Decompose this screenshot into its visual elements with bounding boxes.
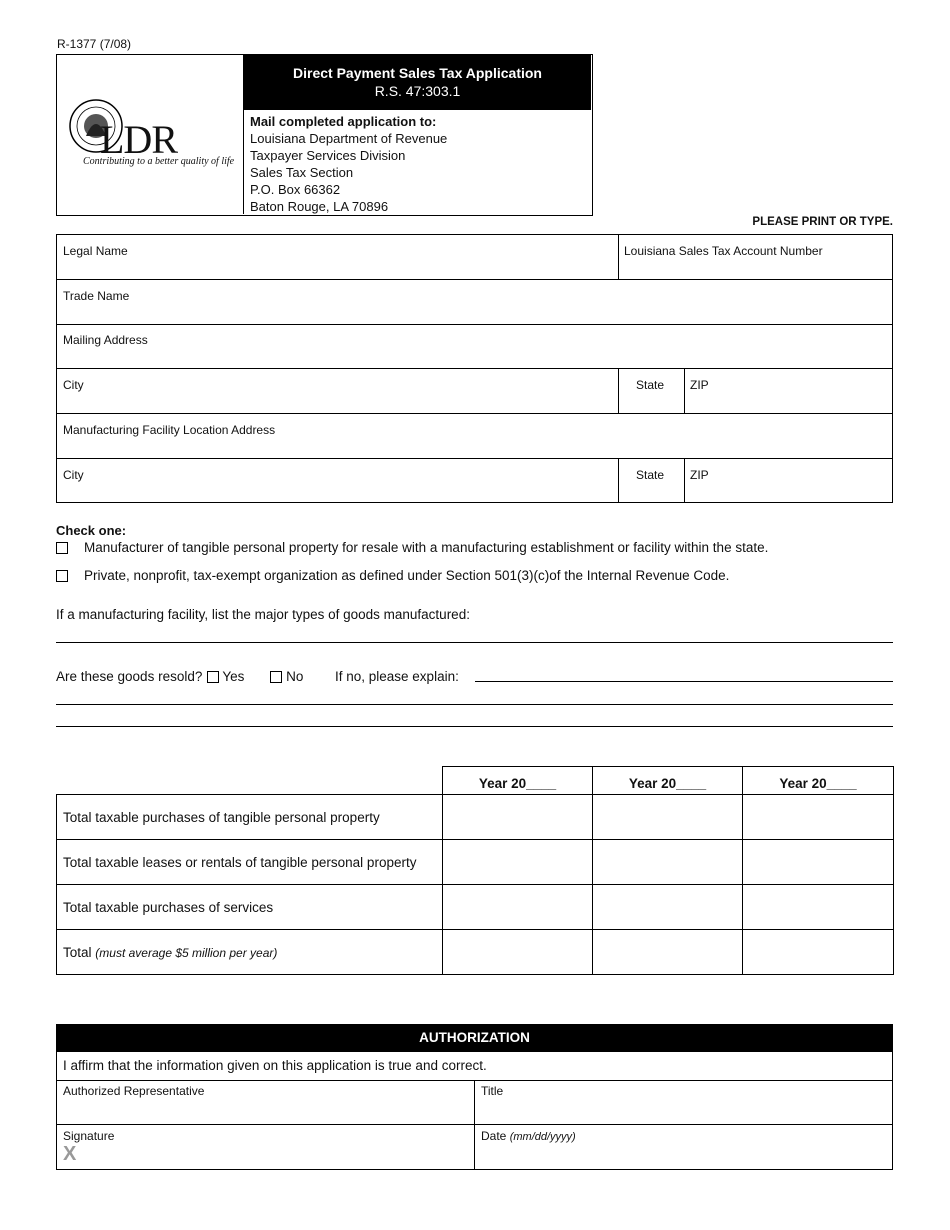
authorization-grid — [56, 1052, 893, 1170]
goods-prompt: If a manufacturing facility, list the major types of goods manufactured: — [56, 607, 470, 622]
facility-address-field[interactable] — [57, 414, 892, 458]
statute: R.S. 47:303.1 — [374, 83, 461, 99]
amount-cell[interactable] — [593, 795, 743, 840]
row-label: Total taxable purchases of services — [57, 885, 443, 930]
check-one-label: Check one: — [56, 523, 127, 538]
address-line: Taxpayer Services Division — [250, 148, 406, 163]
amount-cell[interactable] — [443, 840, 593, 885]
total-label — [57, 930, 443, 975]
resold-question — [56, 669, 303, 684]
amount-cell[interactable] — [443, 795, 593, 840]
legal-name-label: Legal Name — [63, 244, 128, 258]
address-line: Sales Tax Section — [250, 165, 354, 180]
zip-label: ZIP — [690, 468, 709, 482]
checkbox-icon[interactable] — [56, 570, 68, 582]
facility-state-field[interactable] — [618, 459, 684, 503]
signature-mark: X — [63, 1143, 77, 1165]
no-checkbox-icon[interactable] — [270, 671, 282, 683]
title-label: Title — [481, 1084, 504, 1098]
address-line: Louisiana Department of Revenue — [250, 131, 448, 146]
facility-address-label: Manufacturing Facility Location Address — [63, 423, 276, 437]
trade-name-label: Trade Name — [63, 289, 130, 303]
row-label: Total taxable leases or rentals of tangible personal property — [57, 840, 443, 885]
yes-label: Yes — [222, 669, 245, 684]
table-row — [57, 885, 894, 930]
state-label: State — [636, 378, 665, 392]
amount-cell[interactable] — [743, 930, 894, 975]
signature-label: Signature — [63, 1129, 115, 1143]
signature-field[interactable] — [57, 1125, 474, 1169]
option-label: Manufacturer of tangible personal property for resale with a manufacturing establishment or facility within the state. — [84, 540, 769, 555]
total-text: Total — [63, 944, 92, 960]
zip-label: ZIP — [690, 378, 709, 392]
mailing-address-field[interactable] — [57, 324, 892, 368]
title-bar — [244, 55, 591, 110]
goods-line[interactable] — [56, 642, 893, 643]
year-header: Year 20____ — [443, 767, 593, 795]
print-notice: PLEASE PRINT OR TYPE. — [752, 216, 893, 228]
total-note: (must average $5 million per year) — [95, 945, 278, 960]
option-manufacturer[interactable] — [56, 540, 768, 555]
city-label: City — [63, 378, 84, 392]
city-field[interactable] — [57, 369, 618, 413]
form-number: R-1377 (7/08) — [57, 37, 132, 51]
logo-text: LDR — [100, 117, 177, 162]
address-line: P.O. Box 66362 — [250, 182, 341, 197]
state-label: State — [636, 468, 665, 482]
amount-cell[interactable] — [593, 930, 743, 975]
trade-name-field[interactable] — [57, 280, 892, 324]
table-row — [57, 840, 894, 885]
state-field[interactable] — [618, 369, 684, 413]
mailing-address-label: Mailing Address — [63, 333, 148, 347]
date-format: (mm/dd/yyyy) — [509, 1131, 576, 1143]
explain-line-2[interactable] — [56, 704, 893, 705]
title-field[interactable] — [475, 1081, 892, 1124]
amount-cell[interactable] — [593, 885, 743, 930]
amount-cell[interactable] — [443, 885, 593, 930]
option-nonprofit[interactable] — [56, 568, 729, 583]
explain-label: If no, please explain: — [335, 669, 459, 684]
row-label: Total taxable purchases of tangible personal property — [57, 795, 443, 840]
resold-label: Are these goods resold? — [56, 669, 203, 684]
rep-field[interactable] — [57, 1081, 474, 1124]
rep-label: Authorized Representative — [63, 1084, 205, 1098]
table-corner — [57, 767, 443, 795]
no-label: No — [286, 669, 304, 684]
city-label: City — [63, 468, 84, 482]
explain-line[interactable] — [475, 681, 893, 682]
amount-cell[interactable] — [743, 885, 894, 930]
account-number-field[interactable] — [618, 235, 893, 279]
year-header: Year 20____ — [743, 767, 894, 795]
yes-checkbox-icon[interactable] — [207, 671, 219, 683]
affirm-text: I affirm that the information given on this application is true and correct. — [63, 1058, 487, 1073]
option-label: Private, nonprofit, tax-exempt organization as defined under Section 501(3)(c)of the Internal Revenue Code. — [84, 568, 730, 583]
authorization-bar: AUTHORIZATION — [56, 1024, 893, 1052]
mail-label: Mail completed application to: — [250, 114, 437, 129]
amount-cell[interactable] — [743, 840, 894, 885]
table-row — [57, 795, 894, 840]
logo — [56, 54, 244, 214]
checkbox-icon[interactable] — [56, 542, 68, 554]
amount-cell[interactable] — [743, 795, 894, 840]
date-field[interactable] — [475, 1125, 892, 1169]
table-row-total — [57, 930, 894, 975]
facility-zip-field[interactable] — [684, 459, 892, 503]
year-header: Year 20____ — [593, 767, 743, 795]
identification-grid — [56, 234, 893, 503]
amount-cell[interactable] — [593, 840, 743, 885]
zip-field[interactable] — [684, 369, 892, 413]
form-title: Direct Payment Sales Tax Application — [293, 65, 542, 81]
date-label: Date — [481, 1129, 507, 1143]
mailing-instructions — [250, 113, 447, 215]
account-number-label: Louisiana Sales Tax Account Number — [624, 244, 823, 258]
explain-line-3[interactable] — [56, 726, 893, 727]
amount-cell[interactable] — [443, 930, 593, 975]
address-line: Baton Rouge, LA 70896 — [250, 199, 389, 214]
facility-city-field[interactable] — [57, 459, 618, 503]
purchases-table — [56, 766, 894, 975]
legal-name-field[interactable] — [57, 235, 618, 279]
logo-tagline: Contributing to a better quality of life — [83, 156, 235, 167]
